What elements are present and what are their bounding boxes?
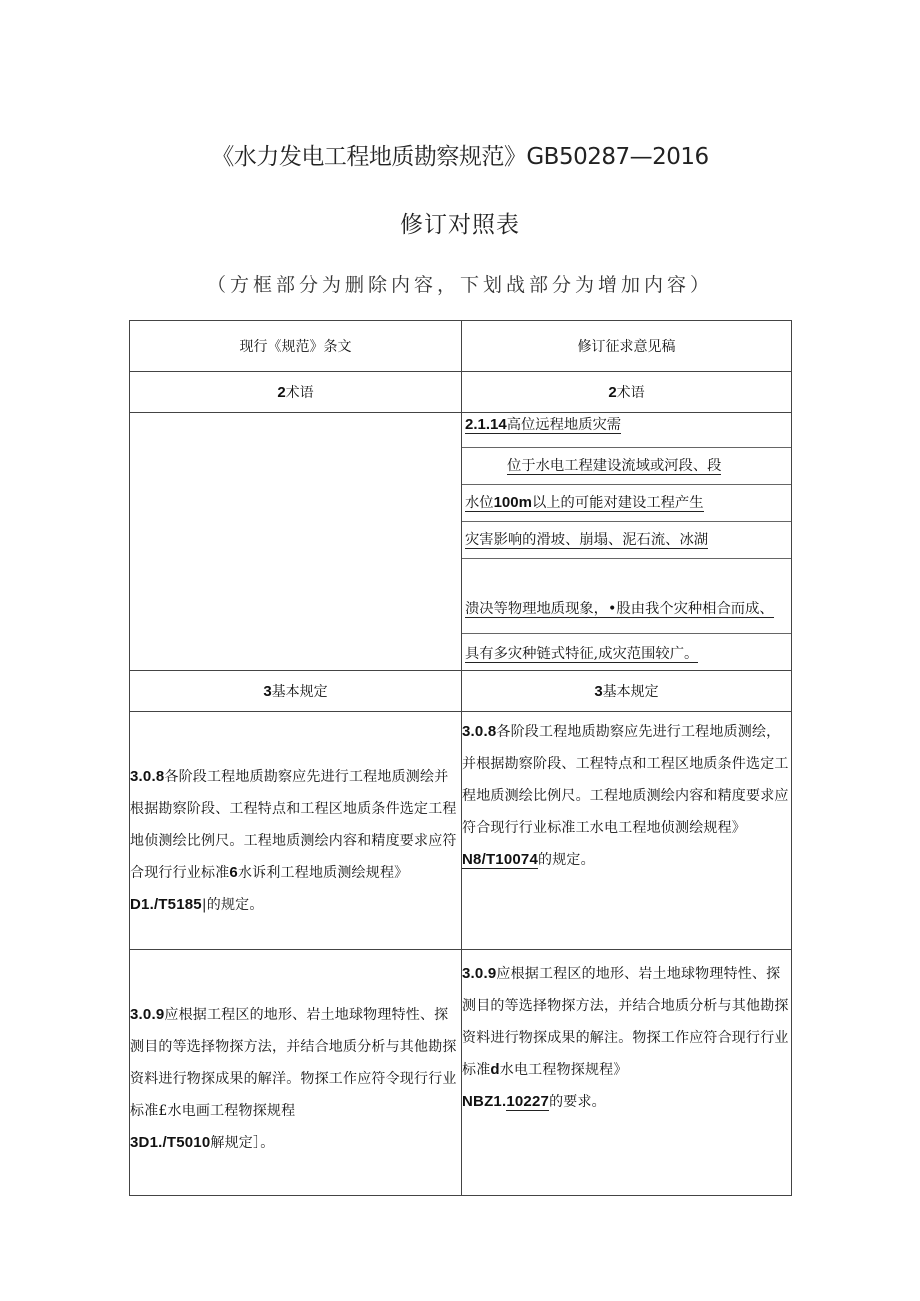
clause-number: 2.1.14 — [465, 416, 507, 433]
clause-text: 应根据工程区的地形、岩土地球物理特性、探测目的等选择物探方法，并结合地质分析与其他勘探资料进行物探成果的解洋。物探工作应符令现行行业标准£水电画工程物探规程 — [130, 1006, 457, 1119]
clause-row-2-1-14 — [130, 413, 792, 671]
text-line — [462, 448, 791, 485]
text-line — [462, 522, 791, 559]
text-line — [462, 559, 791, 634]
table-header-row — [130, 321, 792, 372]
section-terms-right — [462, 372, 792, 413]
clause-text: 水诉利工程地质测绘规程》 — [237, 864, 409, 881]
clause-text: 具有多灾种链式特征,成灾范围较广。 — [465, 646, 699, 662]
clause-3-0-9-revised — [462, 950, 792, 1196]
comparison-table — [129, 320, 792, 1196]
standard-code-number: 10227 — [506, 1093, 550, 1110]
document-title: 《水力发电工程地质勘察规范》GB50287—2016 — [211, 144, 709, 170]
clause-text: 溃决等物理地质现象，•股由我个灾种相合而成、 — [465, 601, 774, 617]
clause-row-3-0-8 — [130, 712, 792, 950]
clause-text: 的要求。 — [549, 1094, 606, 1110]
section-label: 术语 — [616, 385, 645, 401]
text-line — [462, 413, 791, 448]
section-number: 2 — [277, 384, 286, 401]
standard-code: D1./T5185 — [130, 895, 202, 913]
section-basic-left — [130, 671, 462, 712]
elevation-value: 100m — [493, 494, 532, 511]
text-line — [462, 485, 791, 522]
section-number: 3 — [263, 683, 272, 700]
clause-text: |的规定。 — [201, 896, 264, 913]
clause-3-0-9-current — [130, 950, 462, 1196]
text-line — [462, 634, 791, 670]
clause-text: 应根据工程区的地形、岩土地球物理特性、探测目的等选择物探方法，并结合地质分析与其他勘探资料进行物探成果的解注。物探工作应符合现行行业标准 — [462, 966, 789, 1078]
clause-text: 各阶段工程地质勘察应先进行工程地质测绘，并根据勘察阶段、工程特点和工程区地质条件选定工程地质测绘比例尺。工程地质测绘内容和精度要求应符合现行行业标准工水电工程地侦测绘规程》 — [462, 724, 789, 836]
clause-2-1-14-current-empty — [130, 413, 462, 671]
section-terms-left — [130, 372, 462, 413]
header-current-code: 现行《规范》条文 — [130, 321, 462, 372]
inline-mark: d — [490, 1061, 500, 1078]
section-label: 基本规定 — [271, 684, 328, 700]
clause-number: 3.0.9 — [130, 1005, 165, 1023]
clause-text: 高位远程地质灾需 — [506, 417, 622, 433]
clause-text: 各阶段工程地质勘察应先进行工程地质测绘 — [164, 768, 435, 785]
clause-3-0-8-current — [130, 712, 462, 950]
clause-text: 解规定］。 — [210, 1134, 275, 1151]
clause-number: 3.0.8 — [462, 723, 497, 740]
clause-text: 水电工程物探规程》 — [499, 1062, 628, 1078]
section-label: 基本规定 — [602, 684, 659, 700]
section-number: 3 — [594, 683, 603, 700]
clause-number: 3.0.9 — [462, 965, 497, 982]
inline-mark: 6 — [229, 863, 238, 881]
clause-text: 水位 — [465, 495, 494, 511]
clause-row-3-0-9 — [130, 950, 792, 1196]
clause-text: 以上的可能对建设工程产生 — [531, 495, 704, 511]
clause-text: 灾害影响的滑坡、崩塌、泥石流、冰湖 — [465, 532, 709, 548]
standard-code: NBZ1. — [462, 1093, 507, 1110]
standard-code: 3D1./T5010 — [130, 1133, 211, 1151]
document-subtitle: 修订对照表 — [400, 212, 520, 238]
section-label: 术语 — [285, 385, 314, 401]
clause-text: 位于水电工程建设流域或河段、段 — [507, 458, 722, 474]
clause-text: 并根据勘察阶段、工程特点和工程区地质条件选定工程地侦测绘比例尺。工程地质测绘内容和精度要求应符合现行行业标准 — [130, 768, 457, 881]
clause-text: 的规定。 — [538, 852, 595, 868]
clause-2-1-14-revised — [462, 413, 792, 671]
document-note: （方框部分为删除内容，下划战部分为增加内容） — [206, 274, 713, 296]
standard-code: N8/T10074 — [462, 851, 539, 868]
section-basic-right — [462, 671, 792, 712]
section-row-terms — [130, 372, 792, 413]
section-row-basic-rules — [130, 671, 792, 712]
header-revision-draft: 修订征求意见稿 — [462, 321, 792, 372]
section-number: 2 — [608, 384, 617, 401]
clause-number: 3.0.8 — [130, 767, 165, 785]
clause-3-0-8-revised — [462, 712, 792, 950]
